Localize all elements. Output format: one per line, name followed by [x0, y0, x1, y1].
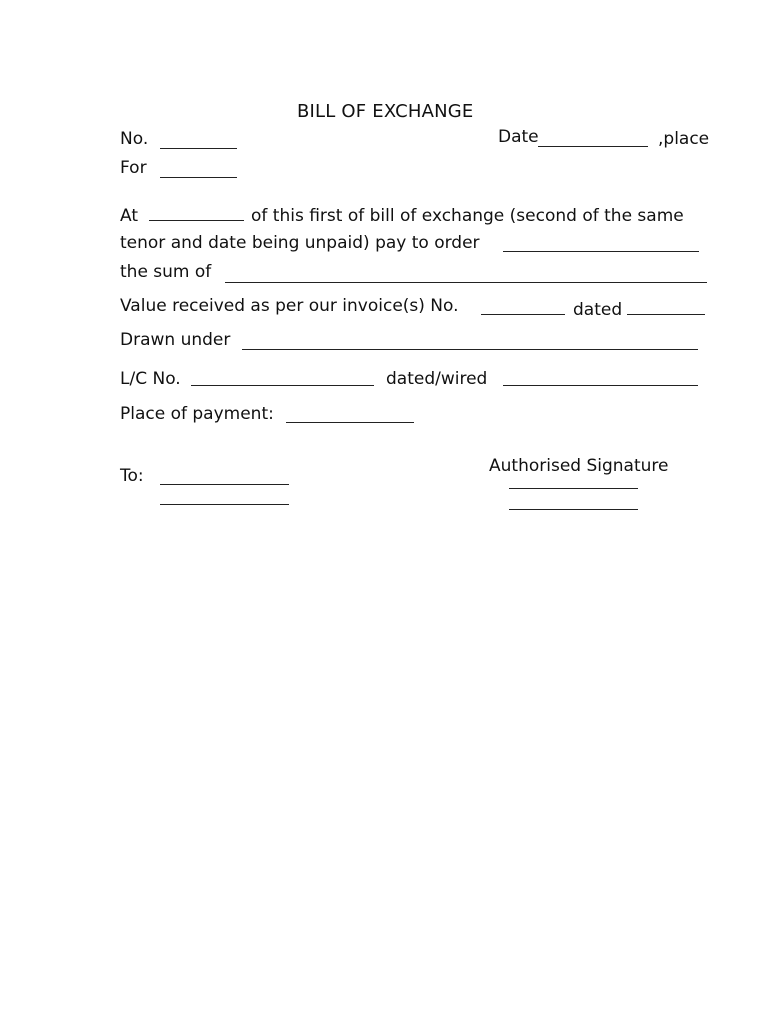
drawn-under-label: Drawn under	[120, 330, 231, 350]
to-field-line-2[interactable]	[160, 504, 289, 505]
signature-line-2[interactable]	[509, 509, 638, 510]
to-label: To:	[120, 466, 144, 486]
sum-label: the sum of	[120, 262, 212, 282]
body-line-2: tenor and date being unpaid) pay to order	[120, 233, 480, 253]
dated-label: dated	[573, 300, 623, 320]
pay-to-order-field-line[interactable]	[503, 251, 699, 252]
drawn-under-field-line[interactable]	[242, 349, 698, 350]
at-field-line[interactable]	[149, 220, 244, 221]
dated-wired-label: dated/wired	[386, 369, 488, 389]
to-field-line-1[interactable]	[160, 484, 289, 485]
lc-no-label: L/C No.	[120, 369, 181, 389]
for-field-line[interactable]	[160, 177, 237, 178]
invoice-date-field-line[interactable]	[627, 314, 705, 315]
dated-wired-field-line[interactable]	[503, 385, 698, 386]
place-label: ,place	[658, 129, 710, 149]
value-received-label: Value received as per our invoice(s) No.	[120, 296, 459, 316]
at-label: At	[120, 206, 138, 226]
date-label: Date	[498, 127, 539, 147]
signature-line-1[interactable]	[509, 488, 638, 489]
authorised-signature-label: Authorised Signature	[489, 456, 669, 476]
form-title: BILL OF EXCHANGE	[297, 101, 474, 122]
no-field-line[interactable]	[160, 148, 237, 149]
lc-no-field-line[interactable]	[191, 385, 374, 386]
no-label: No.	[120, 129, 149, 149]
for-label: For	[120, 158, 147, 178]
place-of-payment-field-line[interactable]	[286, 422, 414, 423]
place-of-payment-label: Place of payment:	[120, 404, 274, 424]
sum-field-line[interactable]	[225, 282, 707, 283]
date-field-line[interactable]	[538, 146, 648, 147]
body-line-1: of this first of bill of exchange (second of the same	[251, 206, 684, 226]
invoice-no-field-line[interactable]	[481, 314, 565, 315]
